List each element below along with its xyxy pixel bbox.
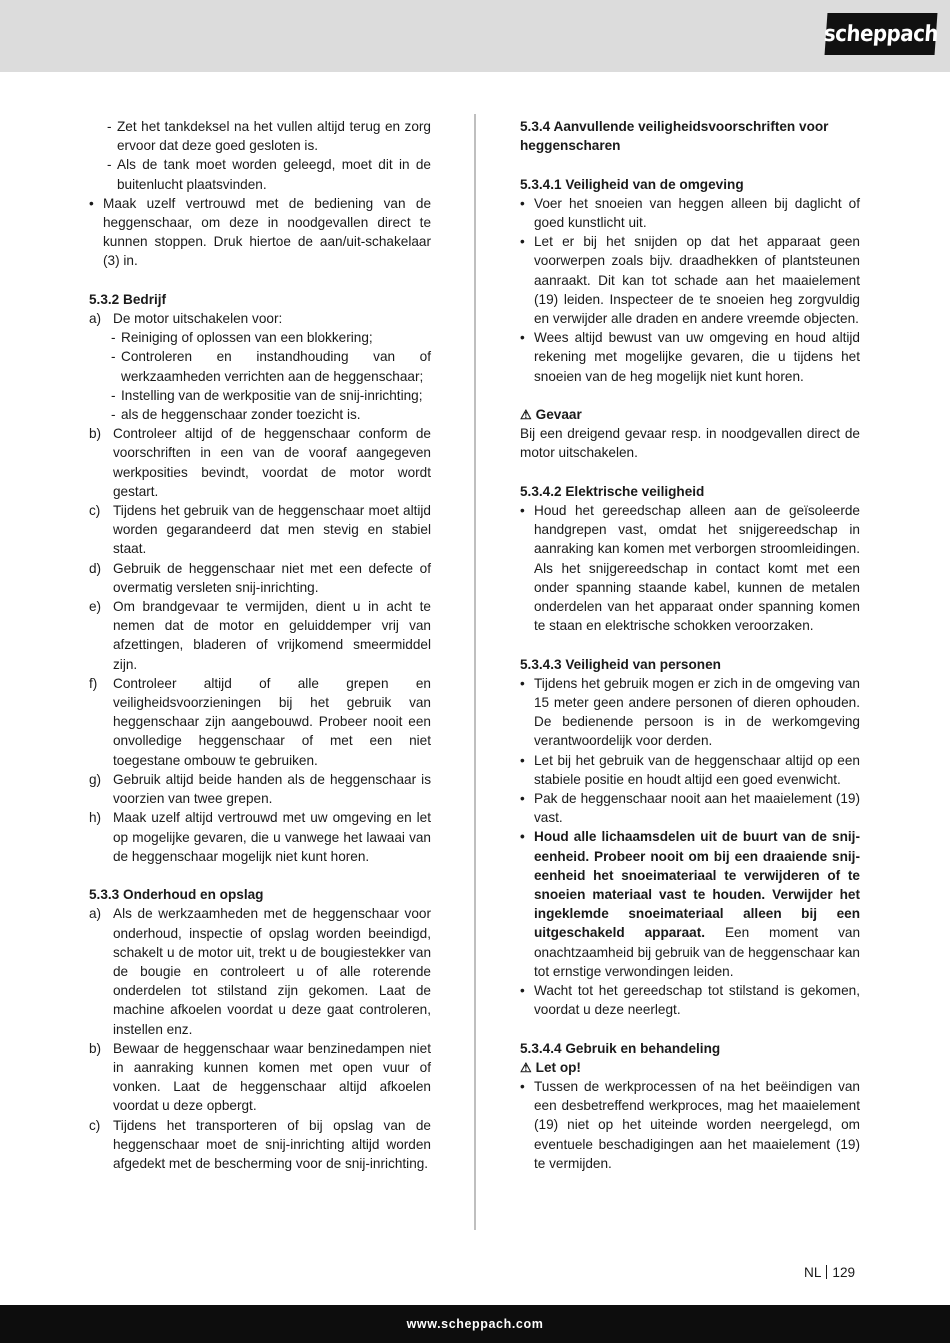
list-item: - Zet het tankdeksel na het vullen altijd terug en zorg ervoor dat deze goed gesloten is. xyxy=(107,119,431,154)
section-heading-5342: 5.3.4.2 Elektrische veiligheid xyxy=(520,483,705,499)
section-heading-532: 5.3.2 Bedrijf xyxy=(89,291,167,307)
warning-triangle-icon: ⚠ xyxy=(520,407,532,423)
list-item: c) Tijdens het transporteren of bij opslag van de heggenschaar moet de snij-inrichting altijd worden afgedekt met de bescherming voor de snij-inrichting. xyxy=(89,1117,431,1171)
list-item: • Tijdens het gebruik mogen er zich in de omgeving van 15 meter geen andere personen of dieren ophouden. De bedienende persoon is in de werkomgeving verantwoordelijk voor derden. xyxy=(520,675,860,749)
scheppach-logo: scheppach xyxy=(825,13,938,55)
section-heading-533: 5.3.3 Onderhoud en opslag xyxy=(89,887,264,903)
header-band xyxy=(0,0,950,72)
list-item: d) Gebruik de heggenschaar niet met een defecte of overmatig versleten snij-inrichting. xyxy=(89,560,431,595)
list-item: - Als de tank moet worden geleegd, moet dit in de buitenlucht plaatsvinden. xyxy=(107,157,431,192)
list-item: h) Maak uzelf altijd vertrouwd met uw omgeving en let op mogelijke gevaren, die u vanwege het lawaai van de heggenschaar mogelijk niet kunt horen. xyxy=(89,810,431,864)
list-item: - als de heggenschaar zonder toezicht is. xyxy=(111,407,361,423)
list-item: • Wees altijd bewust van uw omgeving en houd altijd rekening met mogelijke gevaren, die u tijdens het snoeien van de heg mogelijk niet kunt horen. xyxy=(520,330,860,384)
list-item: • Pak de heggenschaar nooit aan het maaielement (19) vast. xyxy=(520,791,860,826)
list-item: g) Gebruik altijd beide handen als de heggenschaar is voorzien van twee grepen. xyxy=(89,771,431,807)
section-heading-534: 5.3.4 Aanvullende veiligheidsvoorschriften voor heggenscharen xyxy=(520,119,829,154)
footer-url[interactable]: www.scheppach.com xyxy=(0,1305,950,1343)
right-column xyxy=(520,117,860,1173)
list-item: • Maak uzelf vertrouwd met de bediening van de heggenschaar, om deze in noodgevallen direct te kunnen stoppen. Druk hiertoe de aan/uit-schakelaar (3) in. xyxy=(89,195,431,269)
list-item: c) Tijdens het gebruik van de heggenschaar moet altijd worden gegarandeerd dat men stevig en stabiel staat. xyxy=(89,503,431,557)
warning-triangle-icon: ⚠ xyxy=(520,1059,532,1075)
list-item: e) Om brandgevaar te vermijden, dient u in acht te nemen dat de motor en geluiddemper vrij van afzettingen, bladeren of vrijkomend smeermiddel zijn. xyxy=(89,599,431,672)
left-column xyxy=(89,117,431,1173)
list-item: • Voer het snoeien van heggen alleen bij daglicht of goed kunstlicht uit. xyxy=(520,195,860,230)
list-item: • Wacht tot het gereedschap tot stilstand is gekomen, voordat u deze neerlegt. xyxy=(520,983,860,1018)
column-divider xyxy=(474,114,476,1230)
list-item: - Controleren en instandhouding van of werkzaamheden verrichten aan de heggenschaar; xyxy=(111,349,431,384)
section-heading-5343: 5.3.4.3 Veiligheid van personen xyxy=(520,656,721,672)
list-item: f) Controleer altijd of alle grepen en veiligheidsvoorzieningen bij het gebruik van heggenschaar zijn aangebouwd. Probeer nooit een onvolledige heggenschaar of met een niet toegestane ombouw te gebruiken. xyxy=(89,675,431,768)
page-number: NL 129 xyxy=(804,1265,856,1280)
list-item: • Let bij het gebruik van de heggenschaar altijd op een stabiele positie en houdt altijd een goed evenwicht. xyxy=(520,752,860,787)
list-item: a) Als de werkzaamheden met de heggenschaar voor onderhoud, inspectie of opslag worden beeindigd, schakelt u de motor uit, trekt u de bougiestekker van de bougie en controleert u of alle roterende onderdelen tot stilstand zijn gekomen. Laat de machine afkoelen voordat u deze gaat controleren, instellen enz. xyxy=(89,906,431,1037)
list-item: • Houd het gereedschap alleen aan de geïsoleerde handgrepen vast, omdat het snijgereedschap in aanraking kan komen met verborgen stroomleidingen. Als het snijgereedschap in contact komt met een onder spanning staande kabel, kunnen de metalen onderdelen van het apparaat onder spanning komen te staan en elektrische schokken veroorzaken. xyxy=(520,503,860,634)
section-heading-5344: 5.3.4.4 Gebruik en behandeling xyxy=(520,1040,721,1056)
list-item: - Instelling van de werkpositie van de snij-inrichting; xyxy=(111,387,423,403)
list-item: a) De motor uitschakelen voor: xyxy=(89,311,283,327)
warning-heading: ⚠ Gevaar xyxy=(520,405,860,424)
list-item: • Let er bij het snijden op dat het apparaat geen voorwerpen zoals bijv. draadhekken of plantsteunen aanraakt. Dit kan tot schade aan het maaielement (19) leiden. Inspecteer de te snoeien heg zorgvuldig en verwijder alle draden en andere vreemde objecten. xyxy=(520,234,860,327)
warning-text: Bij een dreigend gevaar resp. in noodgevallen direct de motor uitschakelen. xyxy=(520,426,860,461)
caution-heading: ⚠ Let op! xyxy=(520,1058,860,1077)
list-item: - Reiniging of oplossen van een blokkering; xyxy=(111,330,373,346)
list-item: b) Bewaar de heggenschaar waar benzinedampen niet in aanraking kunnen komen met open vuur of vonken. Laat de heggenschaar altijd afkoelen voordat u deze opbergt. xyxy=(89,1040,431,1114)
section-heading-5341: 5.3.4.1 Veiligheid van de omgeving xyxy=(520,176,744,192)
list-item: b) Controleer altijd of de heggenschaar conform de voorschriften in een van de vooraf aangegeven werkposities bevindt, voordat de motor wordt gestart. xyxy=(89,426,431,499)
list-item: • Tussen de werkprocessen of na het beëindigen van een desbetreffend werkproces, mag het maaielement (19) niet op het uiteinde worden neergelegd, om eventuele beschadigingen aan het maaielement (19) te vermijden. xyxy=(520,1079,860,1171)
list-item: • Houd alle lichaamsdelen uit de buurt van de snij-eenheid. Probeer nooit om bij een draaiende snij-eenheid het snoeimateriaal te verwijderen of te snoeien materiaal vast te houden. Verwijder het ingeklemde snoeimateriaal alleen bij een uitgeschakeld apparaat. Een moment van onachtzaamheid bij gebruik van de heggenschaar kan tot ernstige verwondingen leiden. xyxy=(520,829,861,979)
